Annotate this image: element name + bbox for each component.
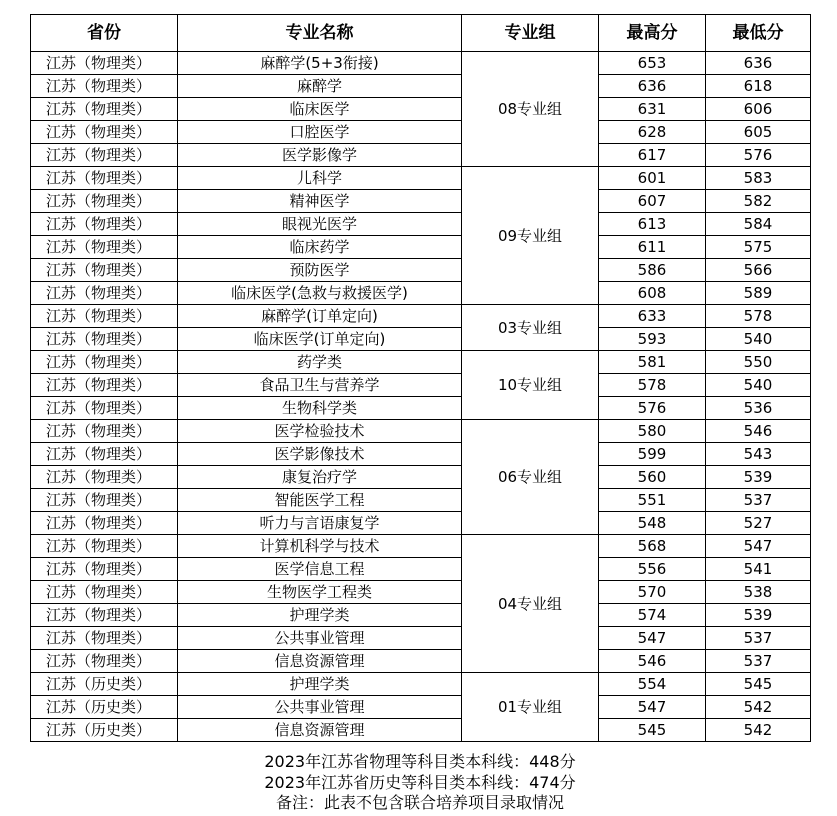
major-name-cell: 麻醉学(订单定向) xyxy=(178,305,462,328)
province-cell: 江苏（物理类） xyxy=(31,328,178,351)
max-score-cell: 636 xyxy=(599,75,706,98)
province-cell: 江苏（物理类） xyxy=(31,558,178,581)
table-row xyxy=(31,558,811,581)
table-row xyxy=(31,719,811,742)
province-cell: 江苏（物理类） xyxy=(31,52,178,75)
province-cell: 江苏（历史类） xyxy=(31,673,178,696)
min-score-cell: 543 xyxy=(706,443,811,466)
table-row xyxy=(31,236,811,259)
admission-score-table xyxy=(30,14,811,742)
major-group-cell: 03专业组 xyxy=(462,305,599,351)
table-row xyxy=(31,328,811,351)
min-score-cell: 636 xyxy=(706,52,811,75)
major-name-cell: 公共事业管理 xyxy=(178,696,462,719)
major-group-cell: 06专业组 xyxy=(462,420,599,535)
min-score-cell: 618 xyxy=(706,75,811,98)
province-cell: 江苏（物理类） xyxy=(31,167,178,190)
table-row xyxy=(31,374,811,397)
min-score-cell: 582 xyxy=(706,190,811,213)
table-row xyxy=(31,673,811,696)
table-row xyxy=(31,696,811,719)
major-name-cell: 临床药学 xyxy=(178,236,462,259)
province-cell: 江苏（物理类） xyxy=(31,420,178,443)
province-cell: 江苏（物理类） xyxy=(31,236,178,259)
major-name-cell: 计算机科学与技术 xyxy=(178,535,462,558)
table-row xyxy=(31,535,811,558)
table-row xyxy=(31,512,811,535)
max-score-cell: 631 xyxy=(599,98,706,121)
header-min-score: 最低分 xyxy=(706,15,811,52)
major-group-cell: 01专业组 xyxy=(462,673,599,742)
table-row xyxy=(31,305,811,328)
province-cell: 江苏（物理类） xyxy=(31,190,178,213)
province-cell: 江苏（物理类） xyxy=(31,512,178,535)
note-remark: 备注：此表不包含联合培养项目录取情况 xyxy=(275,793,564,812)
province-cell: 江苏（物理类） xyxy=(31,489,178,512)
max-score-cell: 570 xyxy=(599,581,706,604)
major-name-cell: 药学类 xyxy=(178,351,462,374)
max-score-cell: 547 xyxy=(599,627,706,650)
major-name-cell: 麻醉学(5+3衔接) xyxy=(178,52,462,75)
table-row xyxy=(31,75,811,98)
province-cell: 江苏（物理类） xyxy=(31,351,178,374)
province-cell: 江苏（物理类） xyxy=(31,650,178,673)
max-score-cell: 601 xyxy=(599,167,706,190)
table-row xyxy=(31,420,811,443)
header-major-name: 专业名称 xyxy=(178,15,462,52)
major-name-cell: 智能医学工程 xyxy=(178,489,462,512)
major-name-cell: 听力与言语康复学 xyxy=(178,512,462,535)
min-score-cell: 583 xyxy=(706,167,811,190)
major-name-cell: 预防医学 xyxy=(178,259,462,282)
max-score-cell: 593 xyxy=(599,328,706,351)
min-score-cell: 536 xyxy=(706,397,811,420)
major-name-cell: 临床医学(急救与救援医学) xyxy=(178,282,462,305)
max-score-cell: 599 xyxy=(599,443,706,466)
table-row xyxy=(31,52,811,75)
table-row xyxy=(31,489,811,512)
major-name-cell: 眼视光医学 xyxy=(178,213,462,236)
major-name-cell: 康复治疗学 xyxy=(178,466,462,489)
province-cell: 江苏（物理类） xyxy=(31,121,178,144)
province-cell: 江苏（物理类） xyxy=(31,466,178,489)
table-row xyxy=(31,581,811,604)
table-row xyxy=(31,121,811,144)
province-cell: 江苏（物理类） xyxy=(31,604,178,627)
province-cell: 江苏（物理类） xyxy=(31,75,178,98)
major-name-cell: 医学影像技术 xyxy=(178,443,462,466)
max-score-cell: 586 xyxy=(599,259,706,282)
max-score-cell: 613 xyxy=(599,213,706,236)
min-score-cell: 537 xyxy=(706,489,811,512)
min-score-cell: 605 xyxy=(706,121,811,144)
province-cell: 江苏（物理类） xyxy=(31,535,178,558)
table-row xyxy=(31,259,811,282)
major-name-cell: 信息资源管理 xyxy=(178,650,462,673)
table-header xyxy=(31,15,811,52)
note-history-cutoff: 2023年江苏省历史等科目类本科线：474分 xyxy=(264,772,576,792)
max-score-cell: 560 xyxy=(599,466,706,489)
min-score-cell: 527 xyxy=(706,512,811,535)
max-score-cell: 551 xyxy=(599,489,706,512)
min-score-cell: 541 xyxy=(706,558,811,581)
province-cell: 江苏（历史类） xyxy=(31,696,178,719)
table-row xyxy=(31,213,811,236)
province-cell: 江苏（物理类） xyxy=(31,259,178,282)
max-score-cell: 581 xyxy=(599,351,706,374)
table-row xyxy=(31,627,811,650)
min-score-cell: 606 xyxy=(706,98,811,121)
notes-section xyxy=(30,752,810,814)
province-cell: 江苏（物理类） xyxy=(31,213,178,236)
max-score-cell: 556 xyxy=(599,558,706,581)
major-name-cell: 临床医学 xyxy=(178,98,462,121)
note-physics-cutoff: 2023年江苏省物理等科目类本科线：448分 xyxy=(264,752,576,771)
province-cell: 江苏（物理类） xyxy=(31,305,178,328)
max-score-cell: 578 xyxy=(599,374,706,397)
min-score-cell: 545 xyxy=(706,673,811,696)
max-score-cell: 607 xyxy=(599,190,706,213)
table-row xyxy=(31,190,811,213)
min-score-cell: 584 xyxy=(706,213,811,236)
major-name-cell: 生物医学工程类 xyxy=(178,581,462,604)
major-name-cell: 护理学类 xyxy=(178,604,462,627)
min-score-cell: 566 xyxy=(706,259,811,282)
max-score-cell: 608 xyxy=(599,282,706,305)
major-name-cell: 麻醉学 xyxy=(178,75,462,98)
table-row xyxy=(31,351,811,374)
province-cell: 江苏（物理类） xyxy=(31,397,178,420)
table-row xyxy=(31,443,811,466)
major-name-cell: 医学影像学 xyxy=(178,144,462,167)
max-score-cell: 568 xyxy=(599,535,706,558)
header-row xyxy=(31,15,811,52)
max-score-cell: 633 xyxy=(599,305,706,328)
min-score-cell: 578 xyxy=(706,305,811,328)
major-name-cell: 医学信息工程 xyxy=(178,558,462,581)
major-name-cell: 生物科学类 xyxy=(178,397,462,420)
major-name-cell: 儿科学 xyxy=(178,167,462,190)
max-score-cell: 574 xyxy=(599,604,706,627)
min-score-cell: 542 xyxy=(706,696,811,719)
major-name-cell: 临床医学(订单定向) xyxy=(178,328,462,351)
table-row xyxy=(31,604,811,627)
max-score-cell: 611 xyxy=(599,236,706,259)
table-row xyxy=(31,650,811,673)
max-score-cell: 580 xyxy=(599,420,706,443)
min-score-cell: 550 xyxy=(706,351,811,374)
min-score-cell: 539 xyxy=(706,604,811,627)
max-score-cell: 628 xyxy=(599,121,706,144)
min-score-cell: 539 xyxy=(706,466,811,489)
max-score-cell: 545 xyxy=(599,719,706,742)
min-score-cell: 540 xyxy=(706,374,811,397)
major-name-cell: 精神医学 xyxy=(178,190,462,213)
major-group-cell: 08专业组 xyxy=(462,52,599,167)
min-score-cell: 540 xyxy=(706,328,811,351)
table-row xyxy=(31,397,811,420)
min-score-cell: 576 xyxy=(706,144,811,167)
max-score-cell: 554 xyxy=(599,673,706,696)
header-max-score: 最高分 xyxy=(599,15,706,52)
province-cell: 江苏（物理类） xyxy=(31,443,178,466)
table-row xyxy=(31,144,811,167)
major-name-cell: 食品卫生与营养学 xyxy=(178,374,462,397)
major-name-cell: 口腔医学 xyxy=(178,121,462,144)
max-score-cell: 617 xyxy=(599,144,706,167)
min-score-cell: 538 xyxy=(706,581,811,604)
max-score-cell: 548 xyxy=(599,512,706,535)
min-score-cell: 546 xyxy=(706,420,811,443)
max-score-cell: 576 xyxy=(599,397,706,420)
header-major-group: 专业组 xyxy=(462,15,599,52)
major-group-cell: 09专业组 xyxy=(462,167,599,305)
province-cell: 江苏（物理类） xyxy=(31,98,178,121)
province-cell: 江苏（物理类） xyxy=(31,374,178,397)
major-name-cell: 信息资源管理 xyxy=(178,719,462,742)
province-cell: 江苏（物理类） xyxy=(31,282,178,305)
table-row xyxy=(31,466,811,489)
min-score-cell: 542 xyxy=(706,719,811,742)
major-name-cell: 护理学类 xyxy=(178,673,462,696)
province-cell: 江苏（物理类） xyxy=(31,581,178,604)
min-score-cell: 547 xyxy=(706,535,811,558)
header-province: 省份 xyxy=(31,15,178,52)
min-score-cell: 575 xyxy=(706,236,811,259)
max-score-cell: 547 xyxy=(599,696,706,719)
max-score-cell: 653 xyxy=(599,52,706,75)
min-score-cell: 537 xyxy=(706,627,811,650)
table-row xyxy=(31,98,811,121)
max-score-cell: 546 xyxy=(599,650,706,673)
major-name-cell: 医学检验技术 xyxy=(178,420,462,443)
major-name-cell: 公共事业管理 xyxy=(178,627,462,650)
major-group-cell: 04专业组 xyxy=(462,535,599,673)
table-body xyxy=(31,52,811,742)
province-cell: 江苏（物理类） xyxy=(31,144,178,167)
major-group-cell: 10专业组 xyxy=(462,351,599,420)
min-score-cell: 589 xyxy=(706,282,811,305)
province-cell: 江苏（历史类） xyxy=(31,719,178,742)
table-row xyxy=(31,282,811,305)
table-row xyxy=(31,167,811,190)
min-score-cell: 537 xyxy=(706,650,811,673)
province-cell: 江苏（物理类） xyxy=(31,627,178,650)
